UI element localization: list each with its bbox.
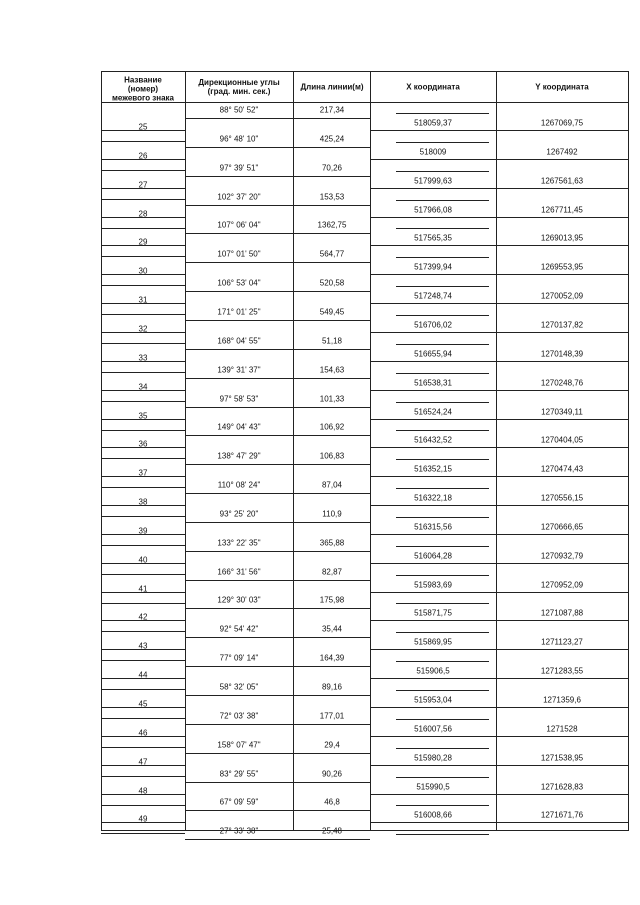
y-coordinate-cell: 1270137,82 xyxy=(540,320,584,330)
row-rule xyxy=(101,603,185,604)
y-coordinate-cell: 1271123,27 xyxy=(541,637,583,647)
segment-rule xyxy=(185,810,370,811)
segment-rule xyxy=(185,233,370,234)
x-coordinate-cell: 515953,04 xyxy=(414,695,452,705)
angle-cell: 149° 04' 43" xyxy=(217,422,261,432)
x-coordinate-cell: 516706,02 xyxy=(414,320,452,330)
row-rule xyxy=(370,130,629,131)
point-name-cell: 31 xyxy=(138,295,148,305)
header-line-length: Длина линии(м) xyxy=(300,82,364,92)
x-coordinate-cell: 515990,5 xyxy=(416,782,450,792)
point-name-cell: 38 xyxy=(138,497,148,507)
point-name-cell: 47 xyxy=(138,757,148,767)
segment-rule xyxy=(185,666,370,667)
point-name-cell: 28 xyxy=(138,209,148,219)
segment-rule xyxy=(185,378,370,379)
length-cell: 520,58 xyxy=(319,278,345,288)
row-rule xyxy=(370,332,629,333)
segment-rule xyxy=(185,580,370,581)
point-name-cell: 45 xyxy=(138,699,148,709)
segment-rule xyxy=(396,632,489,633)
segment-rule xyxy=(185,782,370,783)
length-cell: 106,83 xyxy=(319,451,345,461)
segment-rule xyxy=(185,205,370,206)
x-coordinate-cell: 515869,95 xyxy=(414,637,452,647)
length-cell: 29,4 xyxy=(324,740,340,750)
y-coordinate-cell: 1270952,09 xyxy=(540,580,584,590)
length-cell: 1362,75 xyxy=(317,220,347,230)
point-name-cell: 26 xyxy=(138,151,148,161)
point-name-cell: 25 xyxy=(138,122,148,132)
column-divider xyxy=(185,71,186,831)
row-rule xyxy=(370,274,629,275)
segment-rule xyxy=(396,171,489,172)
segment-rule xyxy=(396,286,489,287)
point-name-cell: 48 xyxy=(138,786,148,796)
point-name-cell: 29 xyxy=(138,237,148,247)
column-divider xyxy=(370,71,371,831)
y-coordinate-cell: 1271628,83 xyxy=(540,782,584,792)
segment-rule xyxy=(185,493,370,494)
length-cell: 217,34 xyxy=(319,105,345,115)
segment-rule xyxy=(185,637,370,638)
segment-rule xyxy=(396,575,489,576)
row-rule xyxy=(370,159,629,160)
angle-cell: 158° 07' 47" xyxy=(217,740,261,750)
header-direction-angle: Дирекционные углы (град. мин. сек.) xyxy=(198,78,280,96)
x-coordinate-cell: 516352,15 xyxy=(414,464,452,474)
row-rule xyxy=(370,707,629,708)
y-coordinate-cell: 1270248,76 xyxy=(540,378,584,388)
angle-cell: 93° 25' 20" xyxy=(219,509,259,519)
y-coordinate-cell: 1267492 xyxy=(546,147,578,157)
y-coordinate-cell: 1271671,76 xyxy=(540,810,584,820)
point-name-cell: 36 xyxy=(138,439,148,449)
point-name-cell: 44 xyxy=(138,670,148,680)
segment-rule xyxy=(185,262,370,263)
row-rule xyxy=(101,776,185,777)
row-rule xyxy=(370,620,629,621)
row-rule xyxy=(101,574,185,575)
row-rule xyxy=(370,303,629,304)
y-coordinate-cell: 1271283,55 xyxy=(540,666,584,676)
y-coordinate-cell: 1270349,11 xyxy=(541,407,583,416)
angle-cell: 110° 08' 24" xyxy=(217,480,261,490)
length-cell: 110,9 xyxy=(322,509,342,519)
segment-rule xyxy=(185,551,370,552)
length-cell: 90,26 xyxy=(321,769,343,779)
row-rule xyxy=(101,285,185,286)
x-coordinate-cell: 516064,28 xyxy=(414,551,452,561)
length-cell: 25,48 xyxy=(321,826,343,836)
row-rule xyxy=(101,833,185,834)
row-rule xyxy=(101,487,185,488)
x-coordinate-cell: 517248,74 xyxy=(414,291,452,301)
x-coordinate-cell: 517399,94 xyxy=(414,262,452,272)
point-name-cell: 49 xyxy=(138,814,148,824)
x-coordinate-cell: 516322,18 xyxy=(414,493,452,503)
segment-rule xyxy=(396,748,489,749)
row-rule xyxy=(370,245,629,246)
segment-rule xyxy=(185,407,370,408)
length-cell: 425,24 xyxy=(319,134,345,144)
y-coordinate-cell: 1271538,95 xyxy=(540,753,584,763)
length-cell: 153,53 xyxy=(319,192,345,202)
angle-cell: 97° 58' 53" xyxy=(219,394,259,403)
row-rule xyxy=(370,794,629,795)
length-cell: 154,63 xyxy=(319,365,345,375)
segment-rule xyxy=(396,777,489,778)
point-name-cell: 32 xyxy=(138,324,148,334)
length-cell: 89,16 xyxy=(321,682,343,692)
x-coordinate-cell: 516538,31 xyxy=(414,378,452,388)
y-coordinate-cell: 1271087,88 xyxy=(540,608,584,618)
segment-rule xyxy=(185,349,370,350)
angle-cell: 129° 30' 03" xyxy=(217,595,261,605)
row-rule xyxy=(370,649,629,650)
table-border-right xyxy=(628,71,629,831)
y-coordinate-cell: 1270404,05 xyxy=(540,435,584,445)
length-cell: 549,45 xyxy=(319,307,345,317)
angle-cell: 133° 22' 35" xyxy=(217,538,261,548)
row-rule xyxy=(101,516,185,517)
row-rule xyxy=(101,343,185,344)
length-cell: 46,8 xyxy=(324,797,340,807)
segment-rule xyxy=(396,315,489,316)
point-name-cell: 35 xyxy=(138,411,148,420)
segment-rule xyxy=(396,488,489,489)
length-cell: 87,04 xyxy=(321,480,343,490)
x-coordinate-cell: 518009 xyxy=(419,147,447,157)
row-rule xyxy=(101,805,185,806)
point-name-cell: 40 xyxy=(138,555,148,565)
length-cell: 82,87 xyxy=(321,567,343,577)
segment-rule xyxy=(396,805,489,806)
segment-rule xyxy=(185,320,370,321)
segment-rule xyxy=(185,724,370,725)
angle-cell: 83° 29' 55" xyxy=(219,769,259,779)
segment-rule xyxy=(396,690,489,691)
angle-cell: 139° 31' 37" xyxy=(217,365,261,375)
segment-rule xyxy=(185,176,370,177)
angle-cell: 107° 06' 04" xyxy=(217,220,261,230)
segment-rule xyxy=(396,402,489,403)
point-name-cell: 46 xyxy=(138,728,148,738)
segment-rule xyxy=(396,228,489,229)
row-rule xyxy=(101,141,185,142)
segment-rule xyxy=(396,834,489,835)
segment-rule xyxy=(185,608,370,609)
segment-rule xyxy=(396,344,489,345)
length-cell: 175,98 xyxy=(319,595,345,605)
row-rule xyxy=(101,747,185,748)
row-rule xyxy=(370,361,629,362)
segment-rule xyxy=(185,695,370,696)
x-coordinate-cell: 516655,94 xyxy=(414,349,452,359)
y-coordinate-cell: 1267561,63 xyxy=(540,176,584,186)
x-coordinate-cell: 517999,63 xyxy=(414,176,452,186)
y-coordinate-cell: 1267711,45 xyxy=(541,205,583,215)
x-coordinate-cell: 516007,56 xyxy=(414,724,452,734)
row-rule xyxy=(370,736,629,737)
row-rule xyxy=(370,678,629,679)
row-rule xyxy=(101,458,185,459)
x-coordinate-cell: 516432,52 xyxy=(414,435,452,445)
segment-rule xyxy=(185,118,370,119)
x-coordinate-cell: 517966,08 xyxy=(414,205,452,215)
angle-cell: 96° 48' 10" xyxy=(219,134,259,144)
row-rule xyxy=(370,476,629,477)
row-rule xyxy=(101,314,185,315)
angle-cell: 171° 01' 25" xyxy=(217,307,261,317)
row-rule xyxy=(370,390,629,391)
angle-cell: 72° 03' 38" xyxy=(219,711,259,721)
x-coordinate-cell: 516315,56 xyxy=(414,522,452,532)
boundary-coordinates-table xyxy=(101,71,629,836)
length-cell: 365,88 xyxy=(319,538,345,548)
segment-rule xyxy=(185,753,370,754)
segment-rule xyxy=(396,661,489,662)
segment-rule xyxy=(185,291,370,292)
row-rule xyxy=(370,419,629,420)
segment-rule xyxy=(185,147,370,148)
angle-cell: 97° 39' 51" xyxy=(219,163,259,173)
length-cell: 35,44 xyxy=(321,624,343,634)
x-coordinate-cell: 515906,5 xyxy=(416,666,450,676)
segment-rule xyxy=(396,719,489,720)
row-rule xyxy=(370,765,629,766)
segment-rule xyxy=(396,459,489,460)
x-coordinate-cell: 516524,24 xyxy=(414,407,452,416)
table-border-top xyxy=(101,71,629,72)
length-cell: 564,77 xyxy=(319,249,345,259)
x-coordinate-cell: 517565,35 xyxy=(414,233,452,243)
point-name-cell: 27 xyxy=(138,180,148,190)
segment-rule xyxy=(396,113,489,114)
table-border-left xyxy=(101,71,102,831)
segment-rule xyxy=(185,435,370,436)
y-coordinate-cell: 1270932,79 xyxy=(540,551,584,561)
y-coordinate-cell: 1270666,65 xyxy=(540,522,584,532)
segment-rule xyxy=(396,603,489,604)
angle-cell: 77° 09' 14" xyxy=(219,653,259,663)
row-rule xyxy=(370,505,629,506)
row-rule xyxy=(370,534,629,535)
point-name-cell: 43 xyxy=(138,641,148,651)
segment-rule xyxy=(185,839,370,840)
segment-rule xyxy=(396,373,489,374)
header-point-name: Название (номер) межевого знака xyxy=(111,75,175,103)
x-coordinate-cell: 516008,66 xyxy=(414,810,452,820)
table-border-bottom xyxy=(101,830,629,831)
column-divider xyxy=(293,71,294,831)
segment-rule xyxy=(396,200,489,201)
column-divider xyxy=(496,71,497,831)
row-rule xyxy=(370,188,629,189)
segment-rule xyxy=(396,142,489,143)
segment-rule xyxy=(396,257,489,258)
header-y-coordinate: Y координата xyxy=(535,82,589,92)
y-coordinate-cell: 1270148,39 xyxy=(540,349,584,359)
row-rule xyxy=(101,170,185,171)
x-coordinate-cell: 515983,69 xyxy=(414,580,452,590)
angle-cell: 107° 01' 50" xyxy=(217,249,261,259)
angle-cell: 67° 09' 59" xyxy=(219,797,259,807)
header-x-coordinate: X координата xyxy=(406,82,460,92)
angle-cell: 102° 37' 20" xyxy=(217,192,261,202)
x-coordinate-cell: 515871,75 xyxy=(414,608,452,618)
y-coordinate-cell: 1270052,09 xyxy=(540,291,584,301)
segment-rule xyxy=(396,546,489,547)
angle-cell: 92° 54' 42" xyxy=(219,624,259,634)
angle-cell: 166° 31' 56" xyxy=(217,567,261,577)
row-rule xyxy=(370,217,629,218)
segment-rule xyxy=(396,517,489,518)
row-rule xyxy=(101,430,185,431)
point-name-cell: 39 xyxy=(138,526,148,536)
y-coordinate-cell: 1267069,75 xyxy=(540,118,584,128)
segment-rule xyxy=(396,430,489,431)
row-rule xyxy=(370,822,629,823)
segment-rule xyxy=(185,522,370,523)
point-name-cell: 34 xyxy=(138,382,148,392)
row-rule xyxy=(370,447,629,448)
row-rule xyxy=(101,689,185,690)
row-rule xyxy=(101,718,185,719)
row-rule xyxy=(101,372,185,373)
angle-cell: 138° 47' 29" xyxy=(217,451,261,461)
y-coordinate-cell: 1271528 xyxy=(546,724,578,734)
length-cell: 101,33 xyxy=(319,394,345,403)
x-coordinate-cell: 518059,37 xyxy=(414,118,452,128)
segment-rule xyxy=(185,464,370,465)
length-cell: 70,26 xyxy=(321,163,343,173)
angle-cell: 27° 33' 38" xyxy=(219,826,259,836)
row-rule xyxy=(101,228,185,229)
y-coordinate-cell: 1270474,43 xyxy=(540,464,584,474)
row-rule xyxy=(370,592,629,593)
length-cell: 51,18 xyxy=(321,336,343,346)
row-rule xyxy=(101,631,185,632)
length-cell: 106,92 xyxy=(319,422,345,432)
point-name-cell: 42 xyxy=(138,612,148,622)
point-name-cell: 30 xyxy=(138,266,148,276)
angle-cell: 168° 04' 55" xyxy=(217,336,261,346)
point-name-cell: 41 xyxy=(138,584,148,594)
y-coordinate-cell: 1269013,95 xyxy=(540,233,584,243)
x-coordinate-cell: 515980,28 xyxy=(414,753,452,763)
header-rule xyxy=(101,102,629,103)
length-cell: 177,01 xyxy=(319,711,345,721)
point-name-cell: 37 xyxy=(138,468,148,478)
row-rule xyxy=(101,401,185,402)
y-coordinate-cell: 1269553,95 xyxy=(540,262,584,272)
angle-cell: 58° 32' 05" xyxy=(219,682,259,692)
length-cell: 164,39 xyxy=(319,653,345,663)
row-rule xyxy=(101,199,185,200)
row-rule xyxy=(101,256,185,257)
angle-cell: 106° 53' 04" xyxy=(217,278,261,288)
point-name-cell: 33 xyxy=(138,353,148,363)
row-rule xyxy=(370,563,629,564)
row-rule xyxy=(101,660,185,661)
y-coordinate-cell: 1270556,15 xyxy=(540,493,584,503)
angle-cell: 88° 50' 52" xyxy=(219,105,259,115)
row-rule xyxy=(101,545,185,546)
y-coordinate-cell: 1271359,6 xyxy=(543,695,581,705)
